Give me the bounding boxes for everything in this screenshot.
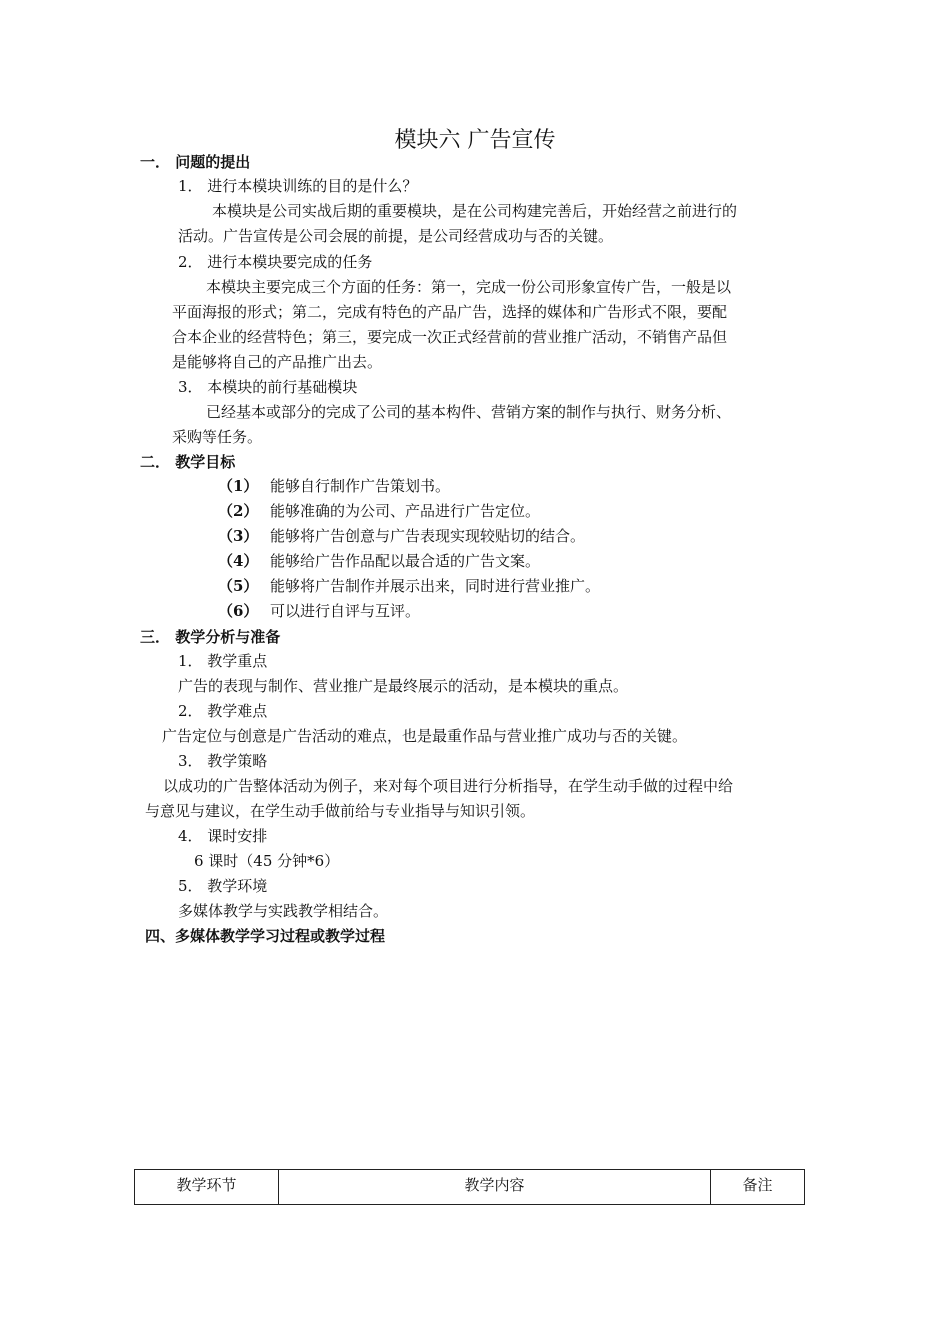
strategy-text-line-1: 以成功的广告整体活动为例子，来对每个项目进行分析指导，在学生动手做的过程中给 [163,777,734,795]
page-title: 模块六 广告宣传 [394,128,556,153]
difficulties-text: 广告定位与创意是广告活动的难点，也是最重作品与营业推广成功与否的关键。 [162,727,688,745]
goal-number: （4） [218,552,259,570]
goal-item [218,599,420,624]
goal-number: （2） [218,502,259,520]
question-1-answer-line-2: 活动。广告宣传是公司会展的前提，是公司经营成功与否的关键。 [178,227,614,245]
goal-number: （6） [218,602,259,620]
subsection-environment: 5． 教学环境 [178,877,268,895]
goal-item [218,574,600,599]
question-3: 3． 本模块的前行基础模块 [178,378,358,396]
goal-item [218,499,540,524]
subsection-key-points: 1． 教学重点 [178,652,268,670]
teaching-process-table [134,1169,805,1205]
question-2-answer-line-1: 本模块主要完成三个方面的任务：第一，完成一份公司形象宣传广告，一般是以 [206,278,732,296]
goal-text: 能够准确的为公司、产品进行广告定位。 [270,502,541,520]
table-header-cell: 教学环节 [135,1170,279,1205]
goal-text: 能够将广告制作并展示出来，同时进行营业推广。 [270,577,601,595]
table-header-cell: 备注 [711,1170,805,1205]
subsection-schedule: 4． 课时安排 [178,827,268,845]
goal-text: 能够将广告创意与广告表现实现较贴切的结合。 [270,527,586,545]
schedule-text: 6 课时（45 分钟*6） [194,852,340,870]
question-1-answer-line-1: 本模块是公司实战后期的重要模块，是在公司构建完善后，开始经营之前进行的 [212,202,738,220]
section-2-heading: 二． 教学目标 [140,453,236,471]
section-3-heading: 三． 教学分析与准备 [140,628,281,646]
goal-item [218,549,540,574]
table-header-row [135,1170,805,1205]
question-2-answer-line-3: 合本企业的经营特色；第三，要完成一次正式经营前的营业推广活动，不销售产品但 [172,328,728,346]
question-1: 1． 进行本模块训练的目的是什么？ [178,177,418,195]
question-3-answer-line-1: 已经基本或部分的完成了公司的基本构件、营销方案的制作与执行、财务分析、 [206,403,732,421]
question-2-answer-line-4: 是能够将自己的产品推广出去。 [172,353,383,371]
strategy-text-line-2: 与意见与建议，在学生动手做前给与专业指导与知识引领。 [145,802,536,820]
goal-text: 可以进行自评与互评。 [270,602,421,620]
section-1-heading: 一． 问题的提出 [140,153,251,171]
question-2-answer-line-2: 平面海报的形式；第二，完成有特色的产品广告，选择的媒体和广告形式不限，要配 [172,303,728,321]
goal-number: （1） [218,477,259,495]
environment-text: 多媒体教学与实践教学相结合。 [178,902,389,920]
goal-item [218,524,585,549]
goal-number: （3） [218,527,259,545]
section-4-heading: 四、多媒体教学学习过程或教学过程 [145,927,386,945]
subsection-difficulties: 2． 教学难点 [178,702,268,720]
table-header-cell: 教学内容 [279,1170,711,1205]
key-points-text: 广告的表现与制作、营业推广是最终展示的活动，是本模块的重点。 [178,677,629,695]
goal-item [218,474,450,499]
goal-text: 能够给广告作品配以最合适的广告文案。 [270,552,541,570]
goal-text: 能够自行制作广告策划书。 [270,477,451,495]
question-3-answer-line-2: 采购等任务。 [172,428,263,446]
goal-number: （5） [218,577,259,595]
question-2: 2． 进行本模块要完成的任务 [178,253,373,271]
subsection-strategy: 3． 教学策略 [178,752,268,770]
